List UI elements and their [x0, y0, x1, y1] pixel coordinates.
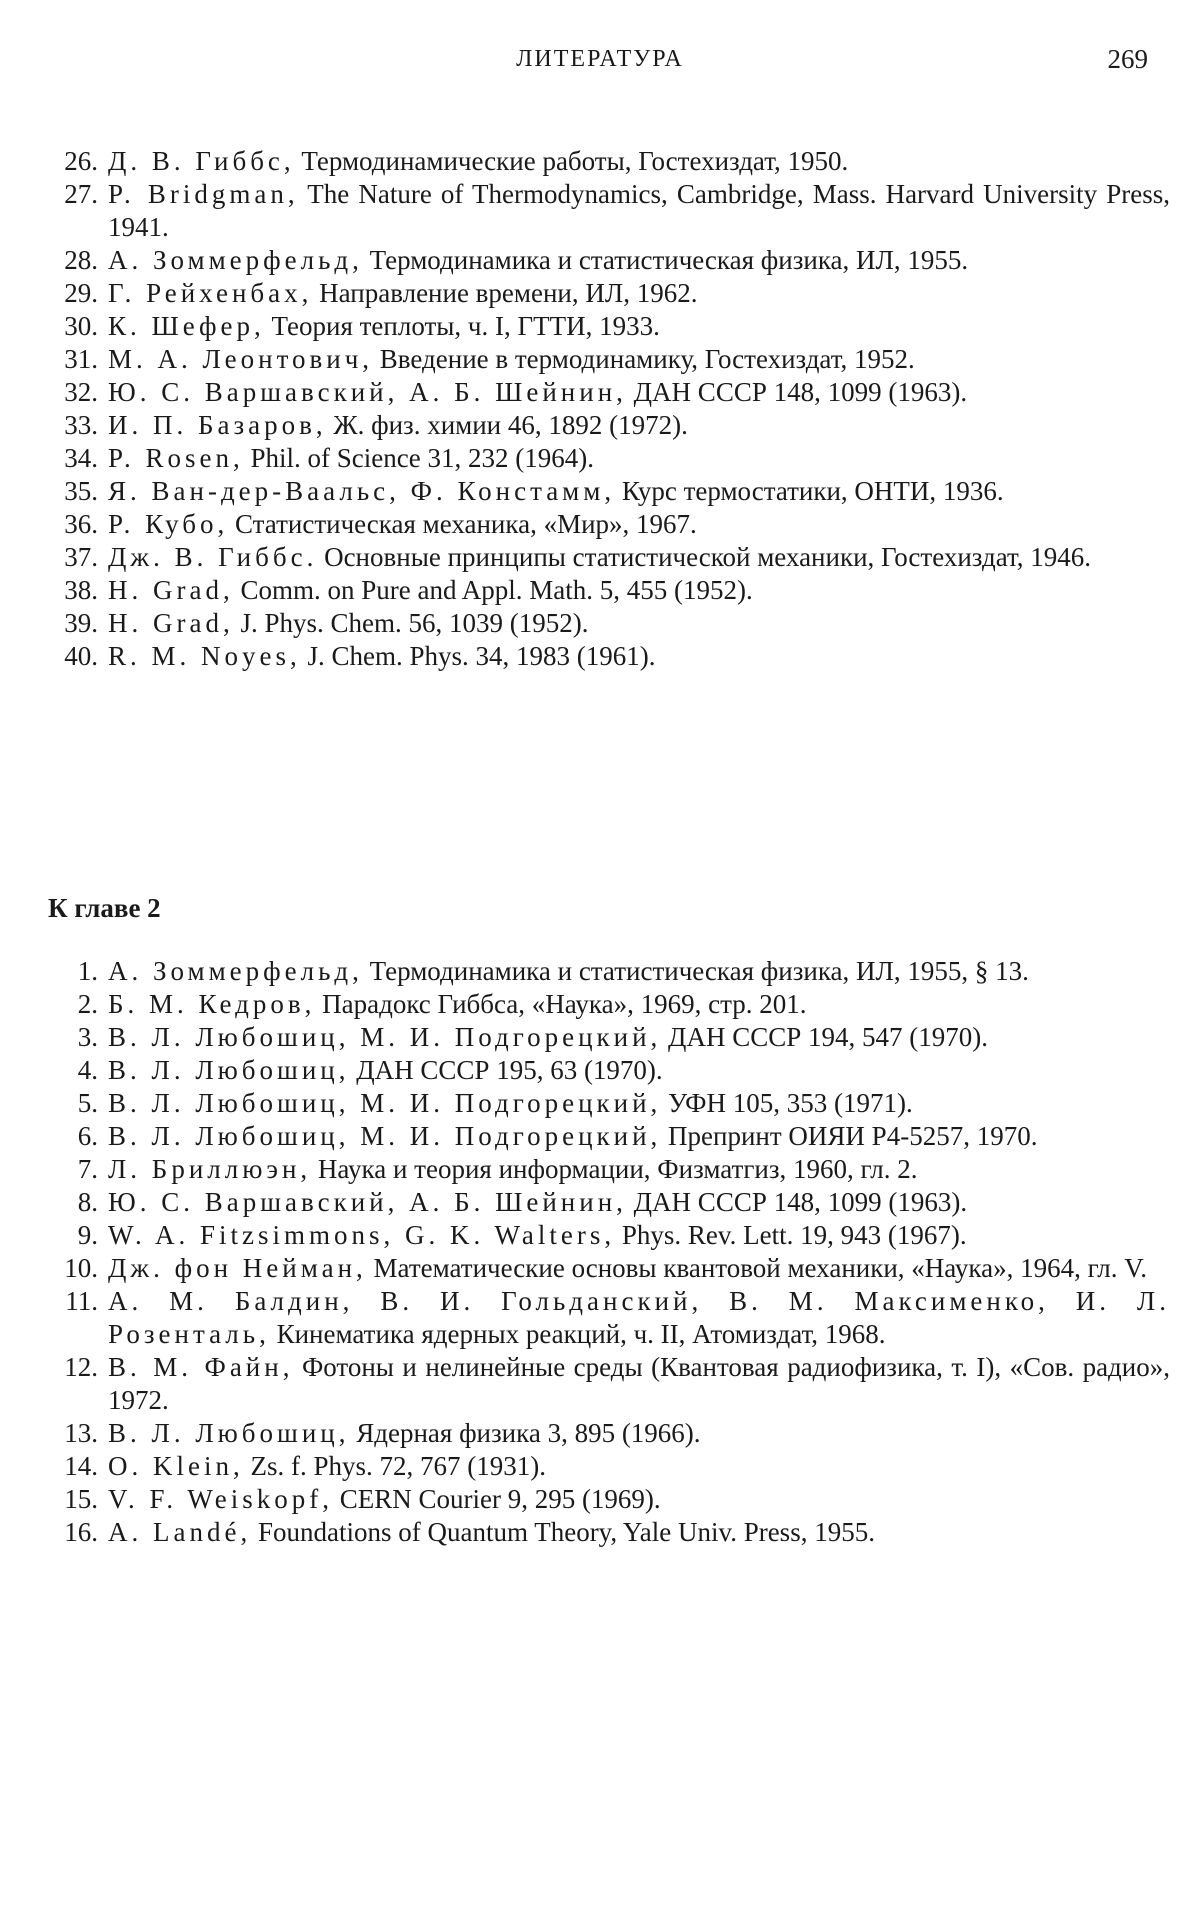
reference-author: P. Bridgman, — [108, 179, 299, 209]
reference-number: 1. — [77, 956, 98, 986]
reference-text: The Nature of Thermodynamics, Cambridge, Mass. Harvard University Press, 1941. — [108, 179, 1170, 242]
reference-entry — [38, 1252, 1170, 1285]
reference-entry — [38, 1483, 1170, 1516]
reference-number: 39. — [64, 608, 98, 638]
reference-text: Основные принципы статистической механики, Гостехиздат, 1946. — [317, 542, 1092, 572]
reference-author: А. М. Балдин, В. И. Гольданский, В. М. Максименко, И. Л. Розенталь, — [108, 1286, 1170, 1349]
reference-list-chapter-1 — [38, 145, 1170, 673]
reference-number: 30. — [64, 311, 98, 341]
reference-text: Направление времени, ИЛ, 1962. — [312, 278, 698, 308]
reference-entry — [38, 574, 1170, 607]
reference-entry — [38, 244, 1170, 277]
reference-entry — [38, 409, 1170, 442]
reference-text: Теория теплоты, ч. I, ГТТИ, 1933. — [264, 311, 660, 341]
reference-number: 3. — [77, 1022, 98, 1052]
reference-text: Кинематика ядерных реакций, ч. II, Атомиздат, 1968. — [269, 1319, 886, 1349]
reference-entry — [38, 1087, 1170, 1120]
reference-text: Foundations of Quantum Theory, Yale Univ. Press, 1955. — [251, 1517, 875, 1547]
reference-text: Фотоны и нелинейные среды (Квантовая радиофизика, т. I), «Сов. радио», 1972. — [108, 1352, 1170, 1415]
reference-text: Термодинамика и статистическая физика, ИЛ, 1955. — [362, 245, 969, 275]
reference-number: 8. — [77, 1187, 98, 1217]
reference-text: Ж. физ. химии 46, 1892 (1972). — [326, 410, 688, 440]
reference-number: 7. — [77, 1154, 98, 1184]
reference-number: 13. — [64, 1418, 98, 1448]
reference-entry — [38, 1021, 1170, 1054]
reference-author: A. Landé, — [108, 1517, 252, 1547]
reference-text: CERN Courier 9, 295 (1969). — [332, 1484, 661, 1514]
reference-number: 32. — [64, 377, 98, 407]
reference-text: Препринт ОИЯИ Р4-5257, 1970. — [661, 1121, 1038, 1151]
reference-entry — [38, 310, 1170, 343]
reference-number: 11. — [65, 1286, 98, 1316]
reference-text: ДАН СССР 148, 1099 (1963). — [626, 1187, 968, 1217]
reference-text: Zs. f. Phys. 72, 767 (1931). — [243, 1451, 546, 1481]
reference-text: Термодинамика и статистическая физика, ИЛ, 1955, § 13. — [362, 956, 1029, 986]
reference-entry — [38, 475, 1170, 508]
reference-author: Д. В. Гиббс, — [108, 146, 295, 176]
reference-entry — [38, 1417, 1170, 1450]
reference-number: 14. — [64, 1451, 98, 1481]
page-header — [0, 40, 1200, 80]
reference-number: 28. — [64, 245, 98, 275]
reference-text: Парадокс Гиббса, «Наука», 1969, стр. 201. — [315, 989, 807, 1019]
reference-entry — [38, 607, 1170, 640]
reference-number: 9. — [77, 1220, 98, 1250]
reference-entry — [38, 508, 1170, 541]
page-number: 269 — [1107, 44, 1148, 74]
reference-author: И. П. Базаров, — [108, 410, 327, 440]
reference-number: 4. — [77, 1055, 98, 1085]
reference-text: Ядерная физика 3, 895 (1966). — [349, 1418, 701, 1448]
reference-number: 29. — [64, 278, 98, 308]
reference-author: М. А. Леонтович, — [108, 344, 374, 374]
reference-author: O. Klein, — [108, 1451, 244, 1481]
reference-number: 15. — [64, 1484, 98, 1514]
running-title: ЛИТЕРАТУРА — [516, 46, 684, 72]
reference-entry — [38, 1516, 1170, 1549]
reference-author: А. Зоммерфельд, — [108, 245, 363, 275]
reference-author: V. F. Weiskopf, — [108, 1484, 333, 1514]
reference-number: 5. — [77, 1088, 98, 1118]
reference-entry — [38, 1219, 1170, 1252]
reference-author: P. Rosen, — [108, 443, 244, 473]
reference-number: 33. — [64, 410, 98, 440]
reference-text: ДАН СССР 195, 63 (1970). — [349, 1055, 663, 1085]
reference-entry — [38, 442, 1170, 475]
reference-number: 26. — [64, 146, 98, 176]
reference-text: УФН 105, 353 (1971). — [661, 1088, 913, 1118]
reference-entry — [38, 1153, 1170, 1186]
reference-text: Курс термостатики, ОНТИ, 1936. — [615, 476, 1004, 506]
reference-entry — [38, 376, 1170, 409]
reference-entry — [38, 145, 1170, 178]
reference-text: J. Phys. Chem. 56, 1039 (1952). — [233, 608, 589, 638]
reference-text: Статистическая механика, «Мир», 1967. — [228, 509, 697, 539]
reference-number: 37. — [64, 542, 98, 572]
reference-author: Ю. С. Варшавский, А. Б. Шейнин, — [108, 1187, 627, 1217]
reference-author: Р. Кубо, — [108, 509, 229, 539]
reference-entry — [38, 343, 1170, 376]
section-heading: К главе 2 — [48, 893, 161, 923]
reference-author: Дж. фон Нейман, — [108, 1253, 367, 1283]
reference-author: В. Л. Любошиц, М. И. Подгорецкий, — [108, 1121, 662, 1151]
reference-entry — [38, 1351, 1170, 1417]
reference-text: Математические основы квантовой механики, «Наука», 1964, гл. V. — [366, 1253, 1148, 1283]
reference-author: Г. Рейхенбах, — [108, 278, 313, 308]
reference-text: Phil. of Science 31, 232 (1964). — [243, 443, 594, 473]
reference-author: Ю. С. Варшавский, А. Б. Шейнин, — [108, 377, 627, 407]
reference-entry — [38, 1186, 1170, 1219]
reference-number: 16. — [64, 1517, 98, 1547]
reference-text: ДАН СССР 194, 547 (1970). — [661, 1022, 988, 1052]
reference-text: Наука и теория информации, Физматгиз, 1960, гл. 2. — [311, 1154, 918, 1184]
reference-author: А. Зоммерфельд, — [108, 956, 363, 986]
reference-number: 36. — [64, 509, 98, 539]
reference-author: Б. М. Кедров, — [108, 989, 316, 1019]
reference-entry — [38, 1120, 1170, 1153]
reference-list-chapter-2 — [38, 955, 1170, 1549]
reference-author: В. Л. Любошиц, М. И. Подгорецкий, — [108, 1022, 662, 1052]
reference-number: 27. — [64, 179, 98, 209]
reference-entry — [38, 988, 1170, 1021]
reference-number: 31. — [64, 344, 98, 374]
reference-text: J. Chem. Phys. 34, 1983 (1961). — [300, 641, 656, 671]
reference-number: 34. — [64, 443, 98, 473]
reference-number: 35. — [64, 476, 98, 506]
reference-author: В. Л. Любошиц, — [108, 1055, 350, 1085]
reference-text: ДАН СССР 148, 1099 (1963). — [626, 377, 968, 407]
reference-text: Phys. Rev. Lett. 19, 943 (1967). — [615, 1220, 967, 1250]
reference-author: К. Шефер, — [108, 311, 265, 341]
reference-entry — [38, 1054, 1170, 1087]
reference-author: H. Grad, — [108, 575, 234, 605]
reference-author: Дж. В. Гиббс. — [108, 542, 318, 572]
reference-author: В. М. Файн, — [108, 1352, 294, 1382]
reference-entry — [38, 541, 1170, 574]
reference-author: Л. Бриллюэн, — [108, 1154, 312, 1184]
reference-entry — [38, 1285, 1170, 1351]
reference-author: В. Л. Любошиц, М. И. Подгорецкий, — [108, 1088, 662, 1118]
reference-entry — [38, 277, 1170, 310]
reference-author: Я. Ван-дер-Ваальс, Ф. Констамм, — [108, 476, 616, 506]
reference-text: Comm. on Pure and Appl. Math. 5, 455 (1952). — [233, 575, 753, 605]
reference-author: В. Л. Любошиц, — [108, 1418, 350, 1448]
reference-number: 38. — [64, 575, 98, 605]
reference-author: R. M. Noyes, — [108, 641, 301, 671]
reference-text: Термодинамические работы, Гостехиздат, 1950. — [294, 146, 849, 176]
reference-author: H. Grad, — [108, 608, 234, 638]
reference-text: Введение в термодинамику, Гостехиздат, 1952. — [373, 344, 915, 374]
reference-number: 12. — [64, 1352, 98, 1382]
reference-entry — [38, 178, 1170, 244]
reference-entry — [38, 955, 1170, 988]
reference-entry — [38, 1450, 1170, 1483]
reference-number: 6. — [77, 1121, 98, 1151]
reference-entry — [38, 640, 1170, 673]
reference-number: 2. — [77, 989, 98, 1019]
reference-author: W. A. Fitzsimmons, G. K. Walters, — [108, 1220, 616, 1250]
reference-number: 10. — [64, 1253, 98, 1283]
reference-number: 40. — [64, 641, 98, 671]
